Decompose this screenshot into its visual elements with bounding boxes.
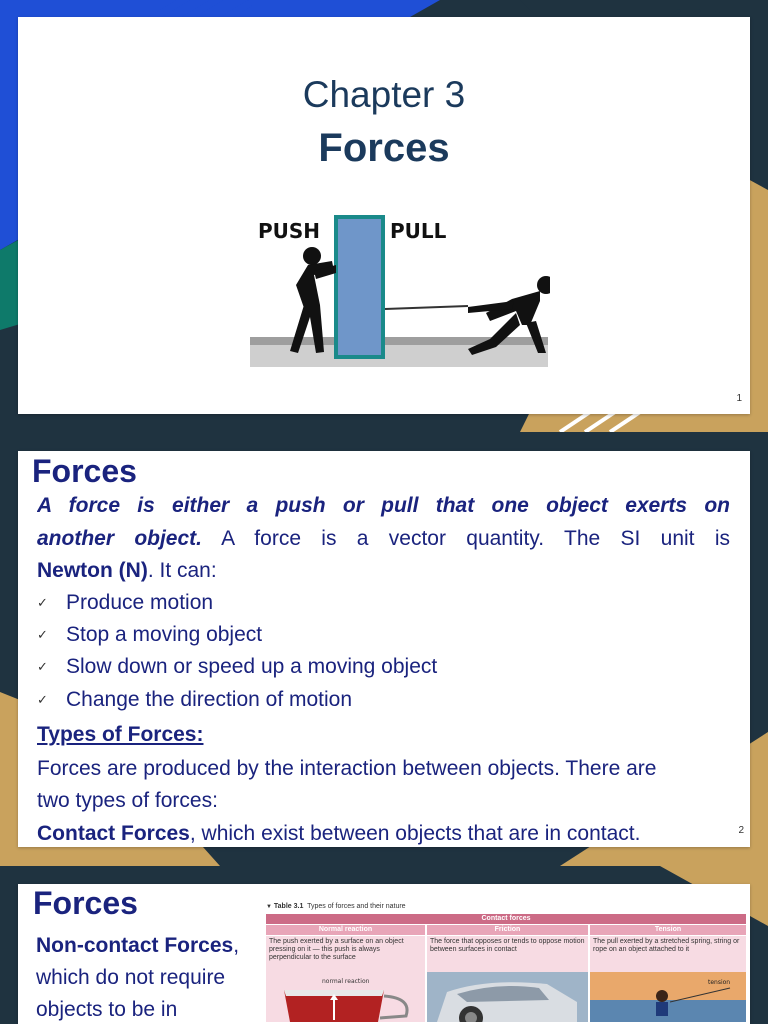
noncontact-line-3: objects to be in — [36, 998, 178, 1021]
push-label: PUSH — [258, 219, 321, 243]
table-column-header: Normal reaction — [266, 925, 425, 935]
table-column-header: Tension — [590, 925, 746, 935]
table-cell: The force that opposes or tends to oppose motion between surfaces in contact — [427, 936, 588, 972]
table-cell: The pull exerted by a stretched spring, string or rope on an object attached to it — [590, 936, 746, 972]
table-caption: ▼ Table 3.1 Types of forces and their nature — [266, 903, 406, 910]
slide-heading: Forces — [32, 453, 137, 489]
slide-2 — [0, 432, 768, 866]
slide-1-card — [18, 17, 750, 414]
slide-1 — [0, 0, 768, 432]
normal-reaction-label: normal reaction — [322, 978, 370, 985]
noncontact-line-2: which do not require — [36, 966, 226, 989]
page-number: 2 — [738, 825, 744, 836]
table-cell: The push exerted by a surface on an object pressing on it — this push is always perpendicular to the surface — [266, 936, 425, 972]
types-heading: Types of Forces: — [37, 723, 204, 746]
slide-3-card — [18, 884, 750, 1024]
friction-image — [427, 972, 588, 1022]
noncontact-line-1: Non-contact Forces, — [36, 934, 240, 957]
slide-3 — [0, 866, 768, 1024]
tension-label: tension — [708, 979, 731, 986]
page-number: 1 — [736, 393, 742, 404]
contact-forces-line: Contact Forces, which exist between objects that are in contact. — [37, 822, 641, 845]
check-icon: ✓ — [37, 659, 48, 674]
slide-heading: Forces — [33, 885, 138, 921]
slide-title: Forces — [318, 126, 450, 170]
push-pull-illustration — [250, 213, 550, 373]
definition-line-3: Newton (N). It can: — [37, 559, 217, 582]
table-column-header: Friction — [427, 925, 588, 935]
chapter-label: Chapter 3 — [302, 74, 466, 115]
types-line-1: Forces are produced by the interaction between objects. There are — [37, 757, 657, 780]
table-group-header: Contact forces — [266, 914, 746, 924]
check-icon: ✓ — [37, 595, 48, 610]
definition-line-1: A force is either a push or pull that one object exerts on — [37, 494, 730, 517]
pull-label: PULL — [390, 219, 447, 243]
slide-2-card: Forces A force is either a push or pull that one object exerts on another object. A force is a vector quantity. The SI unit is Newton (N). It can: ✓ Produce motion ✓ Stop a moving object ✓ Slow down or speed up a moving object ✓ Change the direction of motion Types of Forces: Forces are produced by the interaction between objects. There are two types of forces: Contact Forces, which exist between objects that are in contact. 2 — [18, 451, 750, 847]
check-icon: ✓ — [37, 692, 48, 707]
types-line-2: two types of forces: — [37, 789, 218, 812]
definition-line-2: another object. A force is a vector quantity. The SI unit is — [37, 527, 730, 550]
normal-reaction-image — [266, 972, 425, 1022]
check-icon: ✓ — [37, 627, 48, 642]
tension-image — [590, 972, 746, 1022]
